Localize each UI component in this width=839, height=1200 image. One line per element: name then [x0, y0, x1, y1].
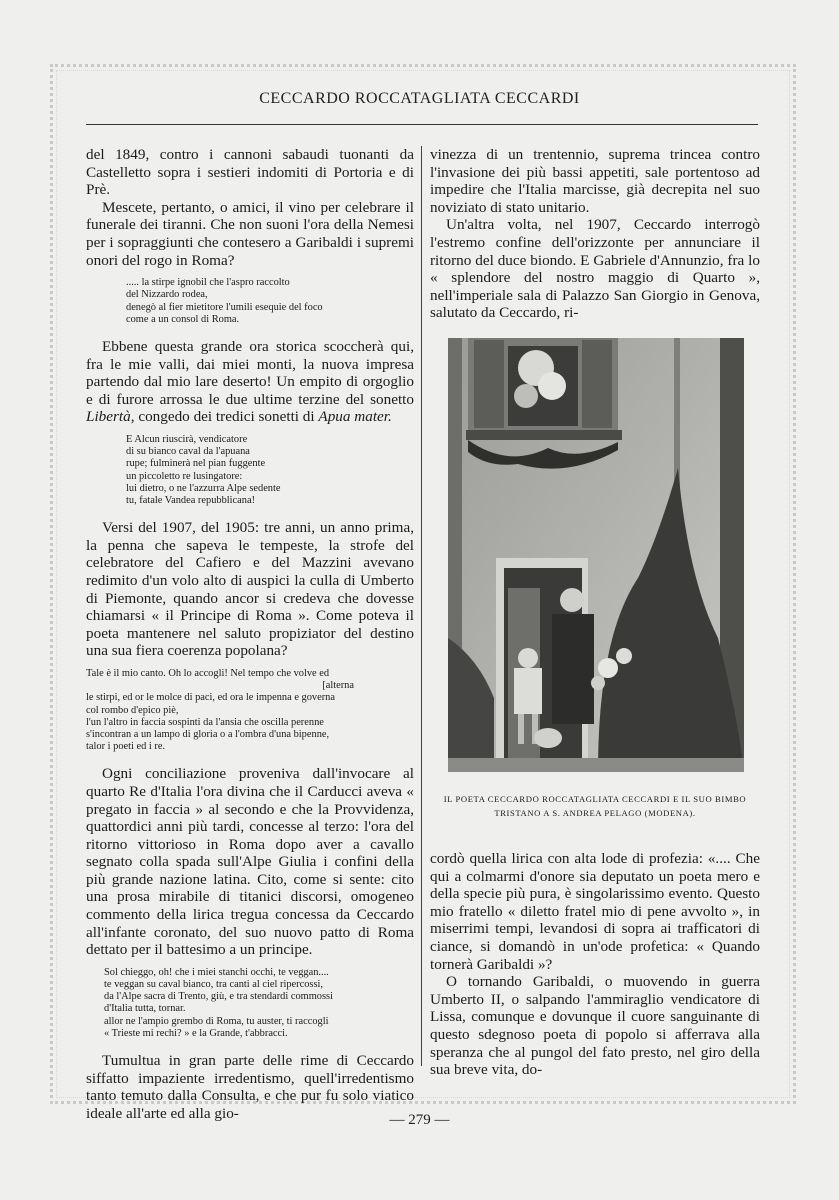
verse-quote: ..... la stirpe ignobil che l'aspro raccolto del Nizzardo rodea, denegò al fier mietitore l'umili esequie del foco come a un consol di Roma. — [126, 277, 323, 325]
photo-caption: IL POETA CECCARDO ROCCATAGLIATA CECCARDI E IL SUO BIMBO TRISTANO A S. ANDREA PELAGO (MODENA). — [443, 794, 747, 818]
paragraph — [86, 338, 414, 426]
left-column — [86, 146, 414, 1122]
running-head: CECCARDO ROCCATAGLIATA CECCARDI — [259, 90, 580, 107]
paragraph: Tumultua in gran parte delle rime di Ceccardo siffatto impaziente irredentismo, quell'irredentismo tanto temuto dalla Consulta, e che pur fu solo viatico ideale all'arte ed alla gio- — [86, 1052, 414, 1122]
paragraph: Mescete, pertanto, o amici, il vino per celebrare il funerale dei tiranni. Che non suoni l'ora della Nemesi per i sopraggiunti che contesero a Garibaldi i supremi onori del rogo in Roma? — [86, 198, 414, 269]
text-run: congedo dei tredici sonetti di — [134, 408, 319, 426]
paragraph: Ogni conciliazione proveniva dall'invocare al quarto Re d'Italia l'ora divina che il Carducci aveva « pregato in faccia » al secondo e che la Provvidenza, quattordici anni più tardi, concesse al terzo: l'ora del ritorno vittorioso in Roma dopo aver a cavallo segnato colla spada sull'Alpe Giulia i confini della più grande nazione latina. Cito, come si sente: cito una prosa mirabile di titanici discorsi, omogeneo commento della lirica tregua concessa da Ceccardo all'infante coronato, del suo nuovo patto di Roma dettato per il battesimo a un principe. — [86, 765, 414, 959]
collection-title: Apua mater. — [318, 408, 392, 426]
header-rule — [86, 124, 758, 125]
page-number: — 279 — — [389, 1112, 450, 1128]
column-divider — [421, 146, 422, 1066]
sonnet-title: Libertà, — [86, 408, 135, 426]
verse-line: Tale è il mio canto. Oh lo accogli! Nel tempo che volve ed — [86, 667, 330, 679]
paragraph: Versi del 1907, del 1905: tre anni, un anno prima, la penna che sapeva le tempeste, la strofe del celebratore del Cafiero e del Mazzini avevano redimito d'un volo alto di auspici la culla di Umberto di Piemonte, quando ancor si credeva che dovesse chiamarsi « il Principe di Roma ». Come poteva il poeta mantenere nel saluto propiziator del destino una sua fiera coerenza popolana? — [86, 519, 414, 660]
paragraph: vinezza di un trentennio, suprema trincea contro l'invasione dei più bassi appetiti, sale portentoso ad impedire che l'Italia marcisse, già decrepita nel suo noviziato di stato unitario. — [430, 146, 760, 216]
paragraph: del 1849, contro i cannoni sabaudi tuonanti da Castelletto sopra i sestieri indomiti di Portoria e di Prè. — [86, 146, 414, 199]
paragraph: cordò quella lirica con alta lode di profezia: «.... Che qui a colmarmi d'onore sia deputato un poeta mero e della specie più pura, è singolarissimo evento. Questo mio fratello « diletto fratel mio di pene avvolto », in miserrimi tempi, levandosi di sopra ai trafficatori di ciance, si domandò in un'ode profetica: « Quando tornerà Garibaldi »? — [430, 850, 760, 973]
paragraph: O tornando Garibaldi, o muovendo in guerra Umberto II, o salpando l'ammiraglio vendicatore di Lissa, comunque e dovunque il cuore sanguinante di questo sdegnoso poeta di popolo si afferrava alla speranza che al pungol del fato presto, nel giro della sua breve vita, do- — [430, 973, 760, 1079]
verse-quote: E Alcun riuscirà, vendicatore di su bianco caval da l'apuana rupe; fulminerà nel pian fuggente un piccoletto re lusingatore: lui dietro, o ne l'azzurra Alpe sedente tu, fatale Vandea repubblicana! — [126, 433, 281, 506]
right-column-top — [430, 146, 760, 322]
verse-lines: le stirpi, ed or le molce di paci, ed ora le impenna e governa col rombo d'epico piè, l'un l'altro in faccia sospinti da l'ansia che oscilla perenne s'incontran a un lampo di gloria o a l'ombra d'una bipenne, talor i poeti ed i re. — [86, 692, 335, 753]
verse-quote — [86, 668, 414, 753]
verse-quote: Sol chieggo, oh! che i miei stanchi occhi, te veggan.... te veggan su caval bianco, tra canti al ciel ripercossi, da l'Alpe sacra di Trento, giù, e tra stendardi commossi d'Italia tutta, tornar. allor ne l'ampio grembo di Roma, tu auster, ti raccogli « Trieste mi rechi? » e la Grande, t'abbracci. — [104, 966, 333, 1039]
photograph — [448, 338, 744, 772]
right-column-bottom — [430, 850, 760, 1079]
photo-illustration — [448, 338, 744, 772]
verse-line-continuation: [alterna — [322, 680, 354, 692]
text-run: Ebbene questa grande ora storica scoccherà qui, fra le mie valli, dai miei monti, la nuova impresa partendo dal mio lare deserto! Un empito di orgoglio e di furore arrossa le due ultime terzine del sonetto — [86, 337, 414, 408]
paragraph: Un'altra volta, nel 1907, Ceccardo interrogò l'estremo confine dell'orizzonte per annunciare il ritorno del duce biondo. E Gabriele d'Annunzio, fra lo « splendore del nostro maggio di Quarto », nell'imperiale sala di Palazzo San Giorgio in Genova, salutato da Ceccardo, ri- — [430, 216, 760, 322]
